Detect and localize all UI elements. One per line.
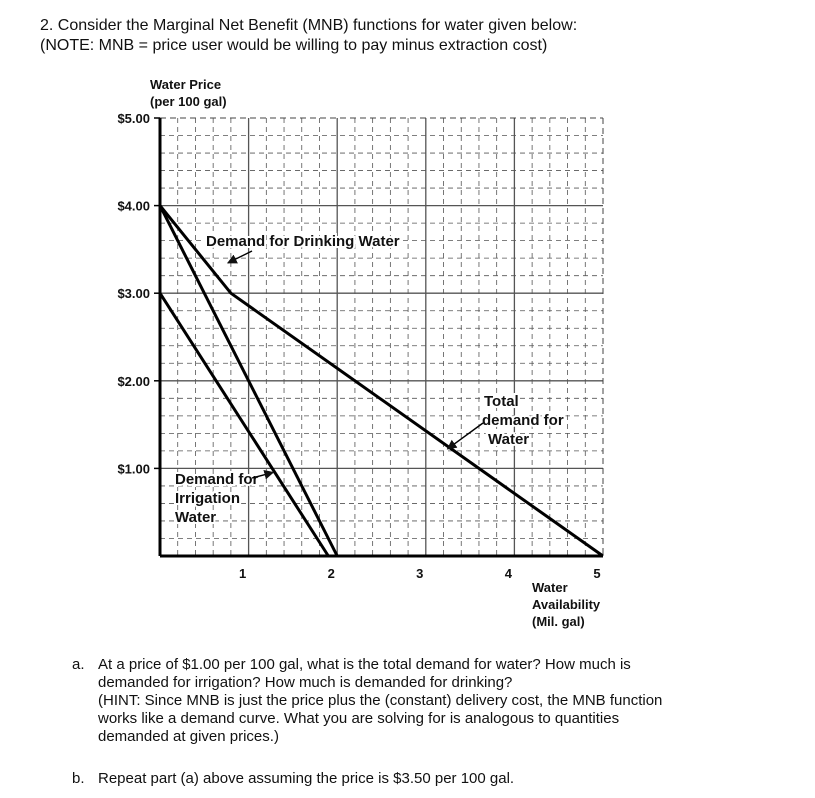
question-a-line: demanded for irrigation? How much is demanded for drinking? bbox=[98, 674, 513, 691]
y-tick-label: $2.00 bbox=[117, 373, 150, 389]
question-b-line: Repeat part (a) above assuming the price is $3.50 per 100 gal. bbox=[98, 770, 515, 787]
annotation-label: Demand for bbox=[175, 471, 259, 488]
y-axis-title: (per 100 gal) bbox=[150, 94, 227, 109]
question-a-line: demanded at given prices.) bbox=[98, 728, 279, 745]
y-tick-label: $4.00 bbox=[117, 198, 150, 214]
annotation-label: Water bbox=[488, 431, 530, 448]
annotation-arrow bbox=[448, 423, 483, 449]
x-tick-label: 4 bbox=[504, 566, 513, 581]
y-axis-title: Water Price bbox=[150, 77, 222, 92]
question-a-marker: a. bbox=[72, 656, 85, 673]
question-title: 2. Consider the Marginal Net Benefit (MNB) functions for water given below: bbox=[40, 17, 578, 34]
x-tick-label: 3 bbox=[416, 566, 424, 581]
x-tick-label: 5 bbox=[593, 566, 601, 581]
x-axis-title: (Mil. gal) bbox=[532, 614, 585, 629]
annotation-label: Demand for Drinking Water bbox=[206, 233, 400, 250]
annotation-label: Irrigation bbox=[175, 490, 241, 507]
x-axis-title: Water bbox=[532, 580, 568, 595]
annotation-label: Water bbox=[175, 509, 217, 526]
question-b-marker: b. bbox=[72, 770, 85, 787]
x-axis-title: Availability bbox=[532, 597, 601, 612]
x-tick-label: 1 bbox=[238, 566, 247, 581]
annotation-label: Total bbox=[484, 393, 519, 410]
question-a-line: (HINT: Since MNB is just the price plus the (constant) delivery cost, the MNB function bbox=[98, 692, 663, 709]
x-tick-label: 2 bbox=[327, 566, 335, 581]
question-a-line: At a price of $1.00 per 100 gal, what is the total demand for water? How much is bbox=[98, 656, 631, 673]
y-tick-label: $5.00 bbox=[117, 111, 150, 126]
annotation-label: demand for bbox=[482, 412, 564, 429]
question-a-line: works like a demand curve. What you are solving for is analogous to quantities bbox=[98, 710, 620, 727]
question-note: (NOTE: MNB = price user would be willing to pay minus extraction cost) bbox=[40, 37, 548, 54]
y-tick-label: $1.00 bbox=[117, 461, 150, 477]
y-tick-label: $3.00 bbox=[117, 286, 150, 302]
